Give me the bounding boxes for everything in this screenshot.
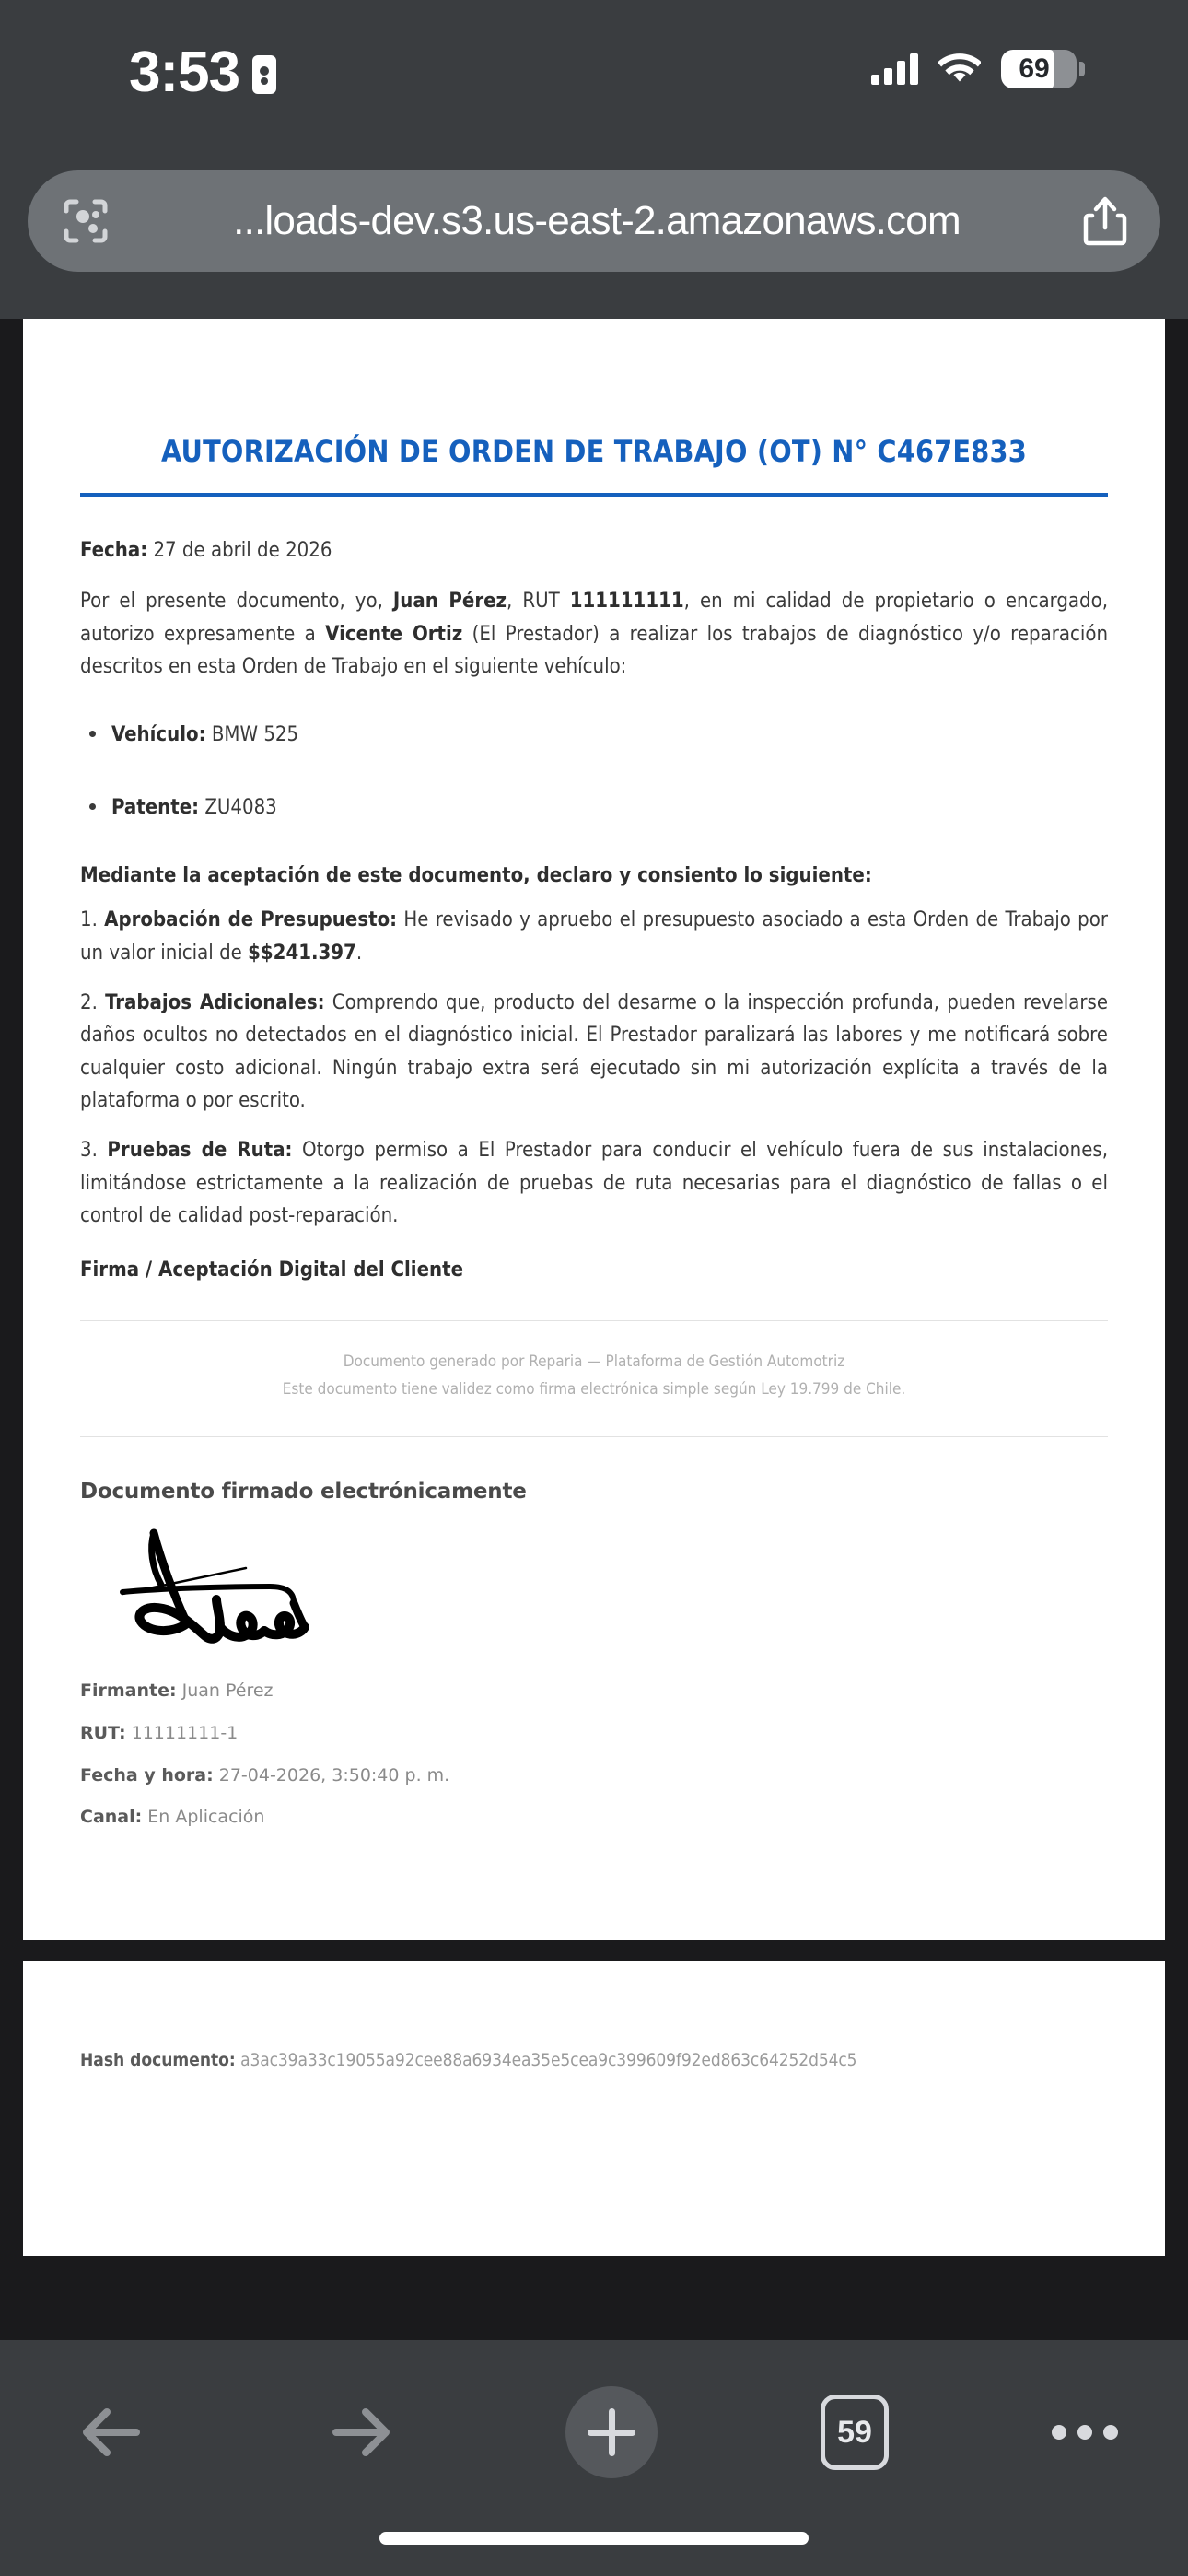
signer-details xyxy=(80,1679,1108,1830)
generated-note xyxy=(80,1349,1108,1404)
client-rut: 111111111 xyxy=(569,590,684,614)
vehicle-list xyxy=(80,719,1108,824)
clause-1 xyxy=(80,904,1108,969)
clause-1-title: Aprobación de Presupuesto: xyxy=(104,908,398,932)
clause-2-text: Comprendo que, producto del desarme o la inspección profunda, pueden revelarse daños ocultos no detectados en el diagnóstico inicial. El Prestador paralizará las labores y me notificará sobre cualquier costo adicional. Ningún trabajo extra será ejecutado sin mi autorización explícita a través de la plataforma o por escrito. xyxy=(80,990,1109,1113)
declaration-heading: Mediante la aceptación de este documento, declaro y consiento lo siguiente: xyxy=(80,864,872,888)
status-bar-clock: 3:53 xyxy=(129,41,240,104)
clause-1-number: 1. xyxy=(80,908,105,932)
clause-2-number: 2. xyxy=(80,990,106,1014)
document-page-1 xyxy=(23,319,1165,1940)
divider-top xyxy=(80,1320,1108,1321)
budget-amount: $$241.397 xyxy=(248,941,356,965)
url-bar-zone xyxy=(0,157,1188,319)
list-item xyxy=(80,791,1108,824)
share-icon[interactable] xyxy=(1083,195,1127,247)
intro-text-1: Por el presente documento, yo, xyxy=(80,590,393,614)
hash-label: Hash documento: xyxy=(80,2050,236,2070)
clause-3-title: Pruebas de Ruta: xyxy=(107,1139,293,1163)
signed-heading: Documento firmado electrónicamente xyxy=(80,1480,527,1505)
signer-datetime-row xyxy=(80,1763,1108,1789)
document-page-2 xyxy=(23,1961,1165,2256)
signer-datetime-value: 27-04-2026, 3:50:40 p. m. xyxy=(213,1764,450,1786)
tab-count-button[interactable]: 59 xyxy=(821,2395,889,2470)
clause-3-text: Otorgo permiso a El Prestador para conducir el vehículo fuera de sus instalaciones, limitándose estrictamente a la realización de pruebas de ruta necesarias para el diagnóstico de fallas o el control de calidad post-reparación. xyxy=(80,1139,1108,1228)
status-bar-right xyxy=(871,50,1085,88)
cellular-signal-icon xyxy=(871,53,918,85)
signer-rut-row xyxy=(80,1721,1108,1747)
signer-name-label: Firmante: xyxy=(80,1680,177,1702)
battery-icon xyxy=(1001,50,1085,88)
intro-text-2: , RUT xyxy=(507,590,570,614)
forward-arrow-icon[interactable] xyxy=(318,2390,402,2475)
page-title: AUTORIZACIÓN DE ORDEN DE TRABAJO (OT) N° C467E833 xyxy=(161,434,1027,469)
handwritten-signature xyxy=(106,1520,401,1658)
hash-value: a3ac39a33c19055a92cee88a6934ea35e5cea9c399609f92ed863c64252d54c5 xyxy=(235,2050,857,2070)
signer-datetime-label: Fecha y hora: xyxy=(80,1764,214,1786)
signer-rut-value: 11111111-1 xyxy=(125,1723,239,1744)
title-divider xyxy=(80,493,1108,497)
divider-bottom xyxy=(80,1436,1108,1437)
clause-2-title: Trabajos Adicionales: xyxy=(105,990,325,1014)
document-body xyxy=(23,319,1165,1831)
signer-name-row xyxy=(80,1679,1108,1704)
status-bar-left xyxy=(129,41,276,104)
url-text[interactable]: ...loads-dev.s3.us-east-2.amazonaws.com xyxy=(233,198,961,243)
browser-toolbar xyxy=(0,2340,1188,2576)
signer-channel-row xyxy=(80,1805,1108,1831)
list-item xyxy=(80,719,1108,751)
more-options-icon[interactable] xyxy=(1052,2425,1118,2440)
battery-percent: 69 xyxy=(1019,53,1050,84)
vehicle-label: Vehículo: xyxy=(111,722,206,746)
home-indicator xyxy=(379,2532,809,2545)
signer-rut-label: RUT: xyxy=(80,1723,126,1744)
generated-note-line-2: Este documento tiene validez como firma electrónica simple según Ley 19.799 de Chile. xyxy=(282,1379,906,1399)
generated-note-line-1: Documento generado por Reparia — Plataforma de Gestión Automotriz xyxy=(343,1352,845,1371)
intro-text-4: (El Prestador) a realizar los trabajos de diagnóstico y/o reparación descritos en esta Orden de Trabajo en el siguiente vehículo: xyxy=(80,622,1108,679)
vehicle-value: BMW 525 xyxy=(205,722,299,746)
clause-2 xyxy=(80,987,1108,1118)
orientation-lock-icon xyxy=(252,55,276,94)
status-bar xyxy=(0,0,1188,157)
toolbar-row xyxy=(0,2373,1188,2491)
clause-3-number: 3. xyxy=(80,1139,108,1163)
wifi-icon xyxy=(938,53,981,85)
clause-1-tail: . xyxy=(355,941,363,965)
date-value: 27 de abril de 2026 xyxy=(147,539,332,562)
clause-1-text: He revisado y apruebo el presupuesto asociado a esta Orden de Trabajo por un valor inicial de xyxy=(80,908,1108,965)
address-bar[interactable] xyxy=(28,170,1160,272)
signed-block xyxy=(80,1480,1108,1830)
date-label: Fecha: xyxy=(80,539,148,562)
hash-line xyxy=(23,1961,1165,2070)
client-name: Juan Pérez xyxy=(392,590,507,614)
date-line xyxy=(80,535,1108,567)
intro-paragraph xyxy=(80,585,1108,684)
provider-name: Vicente Ortiz xyxy=(325,622,463,646)
new-tab-button[interactable] xyxy=(565,2386,658,2478)
signer-name-value: Juan Pérez xyxy=(176,1680,274,1702)
signer-channel-value: En Aplicación xyxy=(142,1807,265,1828)
back-arrow-icon[interactable] xyxy=(70,2390,155,2475)
signer-channel-label: Canal: xyxy=(80,1807,143,1828)
battery-tip xyxy=(1079,62,1085,76)
page-settings-icon[interactable] xyxy=(61,196,111,246)
clause-3 xyxy=(80,1134,1108,1233)
plate-label: Patente: xyxy=(111,796,200,820)
plate-value: ZU4083 xyxy=(199,796,277,820)
signature-section-heading: Firma / Aceptación Digital del Cliente xyxy=(80,1258,463,1282)
document-scroll-area[interactable] xyxy=(0,319,1188,2340)
intro-text-3: , en mi calidad de propietario o encargado, autorizo expresamente a xyxy=(80,590,1109,646)
